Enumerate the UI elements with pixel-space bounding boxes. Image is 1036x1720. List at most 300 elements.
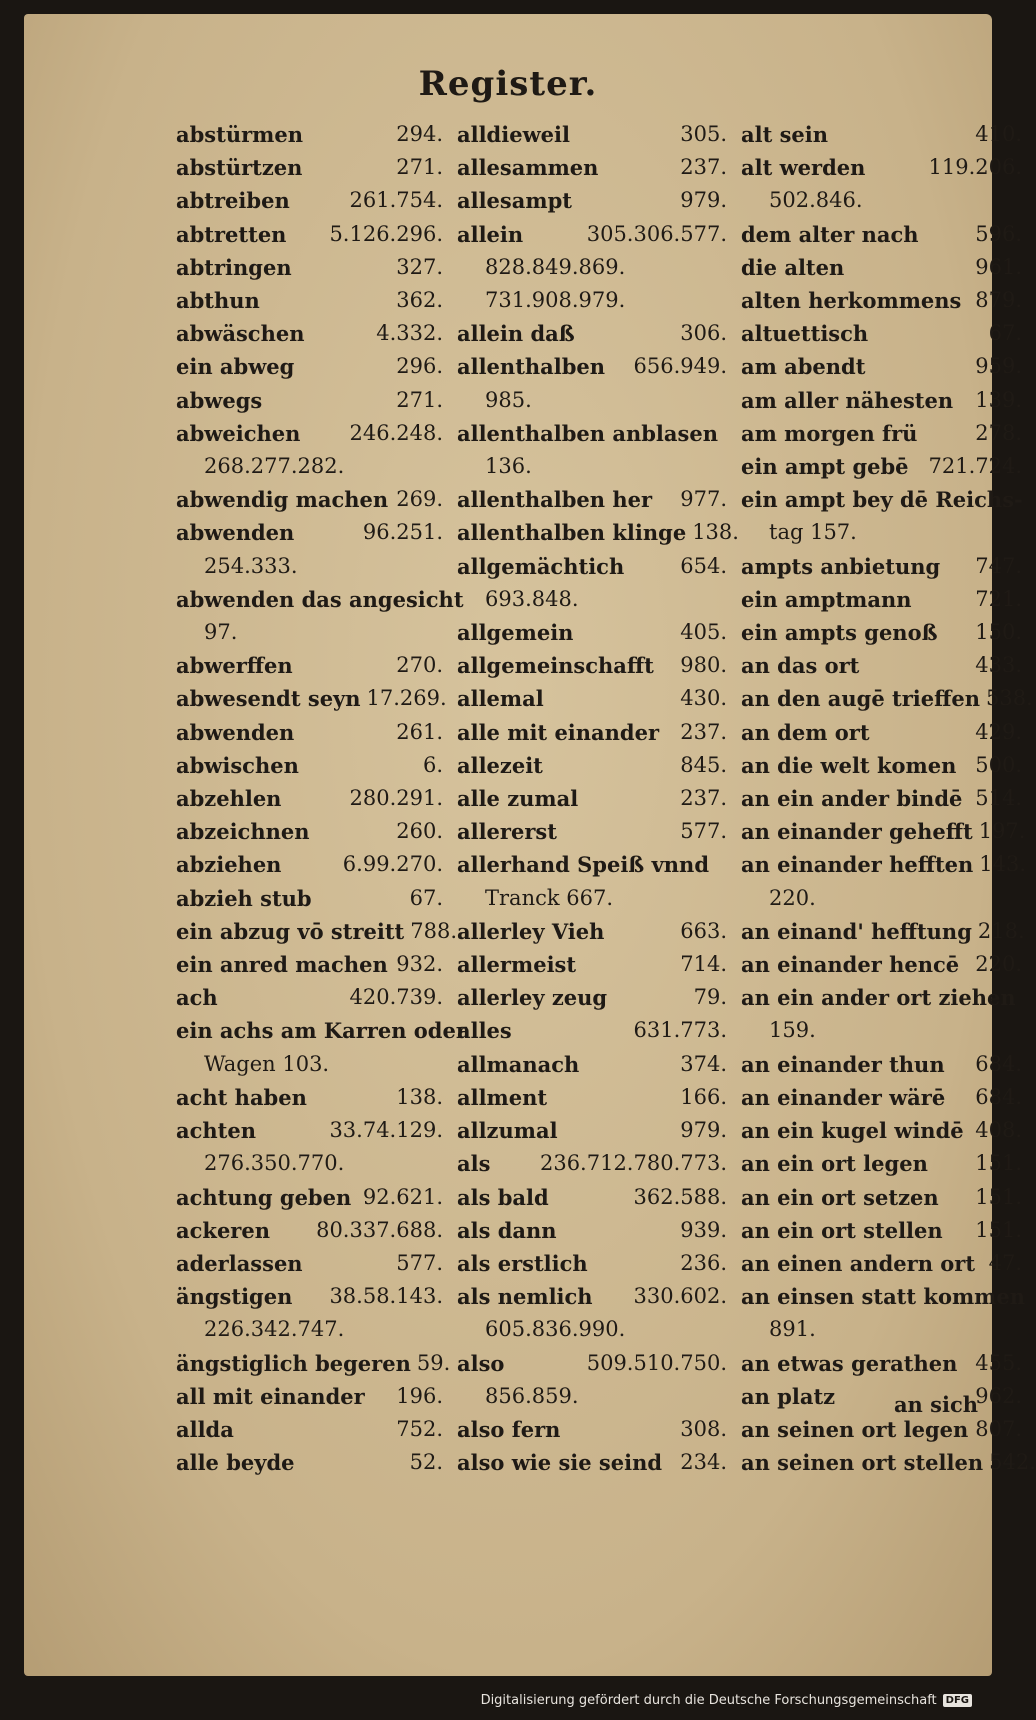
index-pages: 305.306.577.: [586, 221, 727, 246]
index-pages: 538.: [986, 686, 1033, 711]
index-pages: 96.251.: [362, 520, 443, 545]
index-entry: [457, 716, 727, 749]
index-pages: 429.: [975, 719, 1022, 744]
index-pages: [1023, 483, 1029, 516]
index-entry: [457, 1446, 727, 1479]
index-continuation: 220.: [769, 885, 816, 910]
index-pages: 410.: [975, 122, 1022, 146]
index-entry: [457, 516, 739, 549]
index-pages: 879.: [975, 288, 1022, 313]
index-pages: 166.: [680, 1084, 727, 1109]
index-pages: 663.: [680, 918, 727, 943]
index-pages: 236.: [680, 1250, 727, 1275]
index-pages: 261.754.: [349, 188, 443, 213]
index-term: an die welt komen: [741, 752, 957, 778]
index-term: abweichen: [176, 420, 301, 446]
index-term: an das ort: [741, 653, 860, 679]
index-entry: [741, 716, 1022, 749]
index-pages: 747.: [975, 553, 1022, 578]
index-entry: [176, 649, 443, 682]
index-term: allenthalben anblasen: [457, 420, 718, 446]
index-entry: [741, 948, 1022, 981]
index-term: ackeren: [176, 1217, 270, 1243]
index-pages: 246.248.: [349, 420, 443, 445]
index-entry: [741, 1048, 1022, 1081]
index-entry: [457, 1147, 727, 1180]
index-term: alt werden: [741, 155, 866, 181]
index-pages: 143.: [979, 852, 1027, 877]
page-header: Register.: [418, 64, 598, 104]
index-pages: 980.: [680, 653, 727, 678]
index-entry: [176, 251, 443, 284]
index-pages: 269.: [396, 487, 443, 512]
index-entry: [457, 749, 727, 782]
index-entry: [741, 1181, 1022, 1214]
index-pages: 327.: [396, 254, 443, 279]
index-pages: 234.: [680, 1450, 727, 1475]
index-pages: 119.206.: [928, 155, 1022, 180]
index-term: alle beyde: [176, 1450, 295, 1476]
index-pages: 374.: [680, 1051, 727, 1076]
index-term: allgemächtich: [457, 553, 625, 579]
index-pages: 684.: [975, 1084, 1022, 1109]
index-entry: [457, 218, 727, 284]
index-term: an ein ander bindē: [741, 786, 963, 812]
index-pages: 430.: [680, 686, 727, 711]
index-term: an ein kugel windē: [741, 1118, 964, 1144]
index-term: allmanach: [457, 1051, 580, 1077]
index-term: am abendt: [741, 354, 866, 380]
index-pages: 150.: [975, 620, 1022, 645]
index-columns: [176, 118, 1036, 1479]
index-continuation: 159.: [769, 1018, 816, 1043]
index-entry: [176, 151, 443, 184]
index-entry: [176, 1214, 443, 1247]
index-entry: [741, 1380, 1022, 1413]
index-entry: [176, 1280, 443, 1346]
index-term: an seinen ort legen: [741, 1416, 969, 1442]
index-pages: 5.126.296.: [329, 221, 443, 246]
index-entry: [457, 848, 727, 914]
index-term: abzeichnen: [176, 819, 310, 845]
index-term: allenthalben klinge: [457, 520, 687, 546]
index-entry: [176, 1247, 443, 1280]
index-pages: 308.: [680, 1416, 727, 1441]
index-term: ein ampt gebē: [741, 454, 909, 480]
index-pages: 631.773.: [633, 1018, 727, 1043]
index-term: als dann: [457, 1217, 557, 1243]
index-pages: 577.: [680, 819, 727, 844]
index-pages: 138.: [692, 520, 739, 545]
index-term: allgemein: [457, 620, 574, 646]
index-pages: 959.: [975, 354, 1022, 379]
index-entry: [741, 1280, 1026, 1346]
index-entry: [741, 583, 1022, 616]
index-term: an ein ort legen: [741, 1151, 928, 1177]
index-term: acht haben: [176, 1084, 307, 1110]
index-term: am morgen frü: [741, 420, 918, 446]
index-entry: [457, 649, 727, 682]
index-term: abziehen: [176, 852, 282, 878]
index-entry: [176, 1081, 443, 1114]
index-pages: 509.510.750.: [586, 1350, 727, 1375]
index-entry: [457, 981, 727, 1014]
index-continuation: 856.859.: [485, 1383, 579, 1408]
index-term: also fern: [457, 1416, 561, 1442]
index-pages: 260.: [396, 819, 443, 844]
index-entry: [741, 417, 1022, 450]
index-entry: [457, 1114, 727, 1147]
index-pages: 542.: [989, 1450, 1036, 1475]
index-term: alles: [457, 1018, 512, 1044]
index-entry: [176, 218, 443, 251]
index-pages: 47.: [988, 1250, 1022, 1275]
index-entry: [741, 284, 1022, 317]
index-pages: [1016, 981, 1022, 1014]
index-pages: 80.337.688.: [316, 1217, 443, 1242]
index-term: ängstigen: [176, 1284, 293, 1310]
index-entry: [457, 948, 727, 981]
index-term: also: [457, 1350, 505, 1376]
index-term: abthun: [176, 288, 260, 314]
index-pages: 845.: [680, 752, 727, 777]
index-term: allgemeinschafft: [457, 653, 654, 679]
index-entry: [176, 981, 443, 1014]
index-pages: 236.712.780.773.: [539, 1151, 727, 1176]
index-term: ein achs am Karren oder: [176, 1018, 467, 1044]
index-entry: [176, 1446, 443, 1479]
index-term: achten: [176, 1118, 256, 1144]
index-pages: 408.: [975, 1118, 1022, 1143]
index-pages: 405.: [680, 620, 727, 645]
index-entry: [176, 682, 447, 715]
index-term: abwesendt seyn: [176, 686, 361, 712]
book-page: [24, 14, 1036, 1676]
index-entry: [457, 815, 727, 848]
index-pages: 151.: [975, 1151, 1022, 1176]
index-pages: 67.: [988, 321, 1022, 346]
index-pages: 788.: [410, 918, 458, 943]
index-entry: [741, 782, 1022, 815]
index-term: allzumal: [457, 1118, 558, 1144]
index-entry: [741, 350, 1022, 383]
index-entry: [741, 317, 1022, 350]
index-entry: [457, 1413, 727, 1446]
index-entry: [457, 1280, 727, 1346]
index-pages: 807.: [975, 1416, 1022, 1441]
index-entry: [457, 682, 727, 715]
index-pages: 420.739.: [349, 985, 443, 1010]
index-pages: 362.588.: [633, 1184, 727, 1209]
index-pages: 218.: [977, 918, 1025, 943]
index-term: als erstlich: [457, 1250, 588, 1276]
index-term: ein ampts genoß: [741, 620, 938, 646]
index-entry: [741, 118, 1022, 151]
index-entry: [741, 981, 1022, 1047]
index-entry: [741, 218, 1022, 251]
index-pages: 721.: [975, 586, 1022, 611]
index-entry: [741, 749, 1022, 782]
index-entry: [176, 749, 443, 782]
index-term: an dem ort: [741, 719, 870, 745]
index-term: ein abzug vō streitt: [176, 918, 405, 944]
index-term: an seinen ort stellen: [741, 1450, 984, 1476]
index-entry: [176, 716, 443, 749]
index-pages: 59.: [416, 1350, 451, 1375]
index-entry: [176, 1114, 443, 1180]
index-term: alten herkommens: [741, 288, 962, 314]
index-entry: [457, 350, 727, 416]
index-pages: 237.: [680, 719, 727, 744]
index-continuation: 605.836.990.: [485, 1317, 626, 1342]
index-pages: 38.58.143.: [329, 1284, 443, 1309]
index-term: allesampt: [457, 188, 572, 214]
index-term: allenthalben: [457, 354, 606, 380]
index-entry: [741, 1214, 1022, 1247]
index-pages: 752.: [396, 1416, 443, 1441]
index-term: an ein ort setzen: [741, 1184, 939, 1210]
index-pages: 197.: [978, 819, 1026, 844]
index-pages: 362.: [396, 288, 443, 313]
index-column-1: [176, 118, 467, 1479]
index-entry: [176, 417, 443, 483]
footer: [481, 1693, 972, 1708]
index-entry: [457, 915, 727, 948]
index-pages: 684.: [975, 1051, 1022, 1076]
index-entry: [741, 384, 1022, 417]
index-term: allerhand Speiß vnnd: [457, 852, 709, 878]
index-pages: 6.: [422, 752, 443, 777]
index-entry: [457, 417, 727, 483]
index-pages: [1025, 1280, 1031, 1313]
index-term: an einen andern ort: [741, 1250, 976, 1276]
index-term: allenthalben her: [457, 487, 653, 513]
index-continuation: Tranck 667.: [485, 885, 614, 910]
index-pages: 654.: [680, 553, 727, 578]
index-entry: [741, 815, 1026, 848]
index-term: abwenden: [176, 520, 295, 546]
index-pages: 220.: [975, 952, 1022, 977]
index-entry: [457, 1214, 727, 1247]
index-pages: 6.99.270.: [342, 852, 443, 877]
index-pages: 455.: [975, 1350, 1022, 1375]
index-continuation: Wagen 103.: [204, 1051, 330, 1076]
index-pages: 500.: [975, 752, 1022, 777]
index-term: als nemlich: [457, 1284, 593, 1310]
index-entry: [741, 1446, 1036, 1479]
index-pages: 196.: [396, 1383, 443, 1408]
index-term: an einsen statt kommen: [741, 1284, 1026, 1310]
index-pages: 656.949.: [633, 354, 727, 379]
index-term: ach: [176, 985, 218, 1011]
index-term: an platz: [741, 1383, 836, 1409]
index-continuation: 136.: [485, 454, 532, 479]
index-term: an den augē trieffen: [741, 686, 981, 712]
index-entry: [457, 184, 727, 217]
index-entry: [457, 284, 727, 317]
catchword: an sich: [893, 1392, 978, 1417]
index-pages: 296.: [396, 354, 443, 379]
index-term: alle zumal: [457, 786, 579, 812]
index-term: ein ampt bey dē Reichs-: [741, 487, 1023, 513]
index-pages: 4.332.: [376, 321, 443, 346]
index-entry: [176, 1014, 467, 1080]
index-pages: 514.: [975, 786, 1022, 811]
index-entry: [176, 1347, 451, 1380]
index-pages: 270.: [396, 653, 443, 678]
index-entry: [457, 151, 727, 184]
index-entry: [741, 1081, 1022, 1114]
index-entry: [457, 483, 727, 516]
index-pages: 92.621.: [362, 1184, 443, 1209]
index-term: an einander thun: [741, 1051, 945, 1077]
index-term: ein anred machen: [176, 952, 388, 978]
index-entry: [741, 1114, 1022, 1147]
index-entry: [741, 1147, 1022, 1180]
index-term: allererst: [457, 819, 557, 845]
index-column-3: [741, 118, 1036, 1479]
index-pages: 138.: [396, 1084, 443, 1109]
index-term: allda: [176, 1416, 234, 1442]
index-entry: [741, 151, 1022, 217]
index-term: abstürmen: [176, 122, 303, 147]
index-term: allment: [457, 1084, 548, 1110]
index-continuation: 254.333.: [204, 553, 298, 578]
index-entry: [457, 1081, 727, 1114]
index-pages: 278.: [975, 420, 1022, 445]
index-term: abwegs: [176, 387, 263, 413]
index-term: abwischen: [176, 752, 299, 778]
index-term: abwerffen: [176, 653, 293, 679]
footer-text: Digitalisierung gefördert durch die Deutsche Forschungsgemeinschaft: [480, 1693, 937, 1708]
index-term: abwenden: [176, 719, 295, 745]
index-term: als bald: [457, 1184, 549, 1210]
index-entry: [176, 915, 458, 948]
index-pages: [721, 848, 727, 881]
index-term: abtreiben: [176, 188, 290, 214]
index-entry: [176, 184, 443, 217]
index-continuation: 891.: [769, 1317, 816, 1342]
index-pages: 979.: [680, 1118, 727, 1143]
index-entry: [457, 1181, 727, 1214]
index-entry: [176, 483, 443, 516]
index-term: abzehlen: [176, 786, 282, 812]
index-entry: [457, 550, 727, 616]
index-entry: [457, 317, 727, 350]
index-pages: 79.: [693, 985, 727, 1010]
index-term: abwendig machen: [176, 487, 389, 513]
index-term: an einand' hefftung: [741, 918, 972, 944]
index-term: am aller nähesten: [741, 387, 954, 413]
index-entry: [741, 1347, 1022, 1380]
index-term: allezeit: [457, 752, 543, 778]
index-continuation: 693.848.: [485, 586, 579, 611]
index-term: allein: [457, 221, 524, 247]
index-entry: [457, 1247, 727, 1280]
index-term: aderlassen: [176, 1250, 303, 1276]
index-pages: 721.724.: [928, 454, 1022, 479]
index-term: also wie sie seind: [457, 1450, 663, 1476]
index-entry: [457, 1014, 727, 1047]
index-term: abwäschen: [176, 321, 305, 347]
index-term: abstürtzen: [176, 155, 303, 181]
index-pages: 280.291.: [349, 786, 443, 811]
index-pages: 330.602.: [633, 1284, 727, 1309]
index-term: an etwas gerathen: [741, 1350, 958, 1376]
index-entry: [741, 550, 1022, 583]
index-continuation: 828.849.869.: [485, 254, 626, 279]
index-continuation: 268.277.282.: [204, 454, 345, 479]
index-term: an einander wärē: [741, 1084, 946, 1110]
index-pages: 151.: [975, 1217, 1022, 1242]
index-pages: 714.: [680, 952, 727, 977]
index-pages: 977.: [680, 487, 727, 512]
index-entry: [741, 251, 1022, 284]
index-term: allein daß: [457, 321, 575, 347]
index-entry: [741, 1247, 1022, 1280]
index-continuation: 276.350.770.: [204, 1151, 345, 1176]
index-pages: 237.: [680, 786, 727, 811]
index-pages: 52.: [409, 1450, 443, 1475]
index-pages: 962.: [975, 1383, 1022, 1408]
index-entry: [741, 450, 1022, 483]
index-continuation: 502.846.: [769, 188, 863, 213]
index-pages: 306.: [680, 321, 727, 346]
index-pages: 33.74.129.: [329, 1118, 443, 1143]
index-entry: [741, 848, 1027, 914]
index-term: dem alter nach: [741, 221, 919, 247]
index-term: altuettisch: [741, 321, 869, 347]
index-term: ängstiglich begeren: [176, 1350, 411, 1376]
index-entry: [176, 516, 443, 582]
index-entry: [457, 1048, 727, 1081]
index-entry: [176, 118, 443, 151]
index-term: an ein ander ort ziehen: [741, 985, 1016, 1011]
index-term: allemal: [457, 686, 544, 712]
index-term: an einander hencē: [741, 952, 960, 978]
index-pages: 67.: [409, 885, 443, 910]
index-term: abtretten: [176, 221, 287, 247]
index-term: abwenden das angesicht: [176, 586, 464, 612]
index-continuation: 226.342.747.: [204, 1317, 345, 1342]
index-term: alt sein: [741, 122, 829, 147]
index-entry: [176, 882, 443, 915]
index-term: abzieh stub: [176, 885, 312, 911]
index-entry: [457, 782, 727, 815]
index-term: achtung geben: [176, 1184, 352, 1210]
index-entry: [741, 1413, 1022, 1446]
index-entry: [176, 384, 443, 417]
index-continuation: 985.: [485, 387, 532, 412]
index-pages: 271.: [396, 155, 443, 180]
index-term: allesammen: [457, 155, 599, 181]
index-entry: [741, 483, 1022, 549]
index-pages: 305.: [680, 122, 727, 146]
index-term: ampts anbietung: [741, 553, 941, 579]
index-term: ein amptmann: [741, 586, 912, 612]
index-entry: [741, 649, 1022, 682]
index-term: all mit einander: [176, 1383, 365, 1409]
index-entry: [176, 350, 443, 383]
index-entry: [176, 1413, 443, 1446]
index-entry: [176, 317, 443, 350]
index-term: allermeist: [457, 952, 577, 978]
index-pages: 596.: [975, 221, 1022, 246]
index-entry: [176, 1181, 443, 1214]
index-term: alldieweil: [457, 122, 570, 147]
index-pages: 271.: [396, 387, 443, 412]
index-entry: [176, 948, 443, 981]
